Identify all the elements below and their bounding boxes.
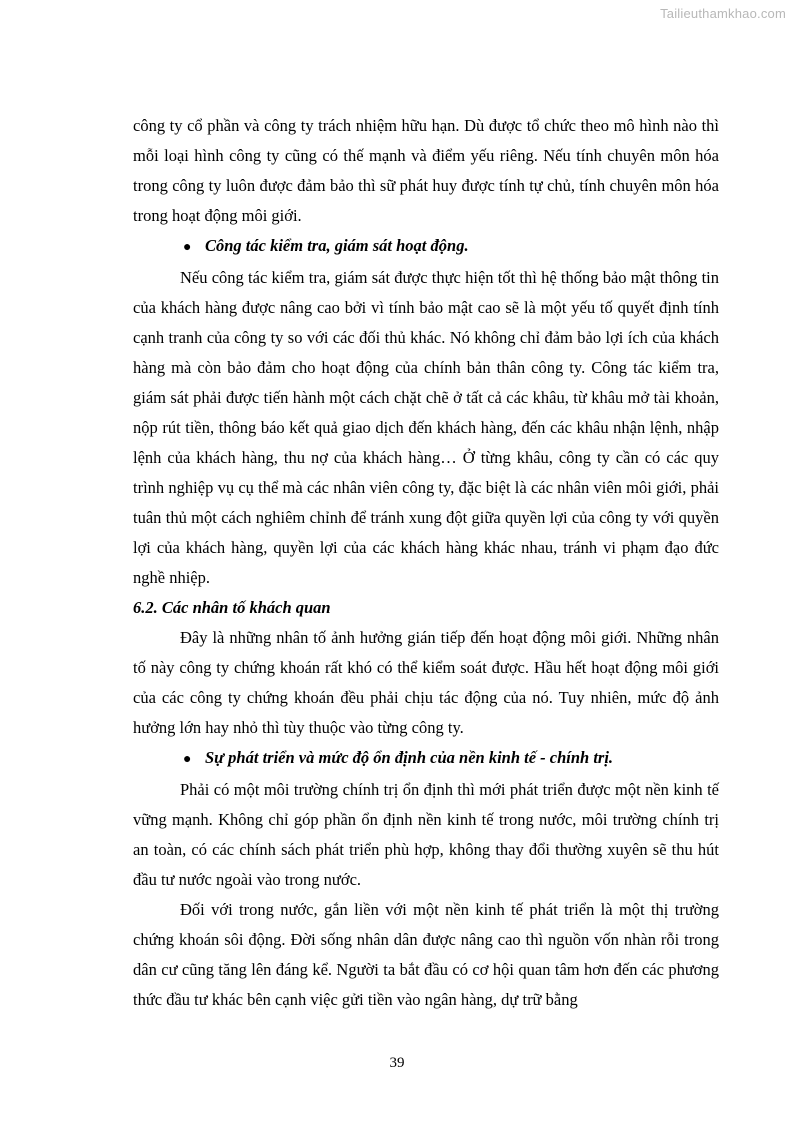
paragraph-1: công ty cổ phần và công ty trách nhiệm hữu hạn. Dù được tổ chức theo mô hình nào thì mỗi loại hình công ty cũng có thế mạnh và điểm yếu riêng. Nếu tính chuyên môn hóa trong công ty luôn được đảm bảo thì sữ phát huy được tính tự chủ, tính chuyên môn hóa trong hoạt động môi giới. xyxy=(133,116,719,225)
paragraph-4: Phải có một môi trường chính trị ổn định thì mới phát triển được một nền kinh tế vững mạnh. Không chỉ góp phần ổn định nền kinh tế trong nước, môi trường chính trị an toàn, có các chính sách phát triển phù hợp, không thay đổi thường xuyên sẽ thu hút đầu tư nước ngoài vào trong nước. xyxy=(133,780,719,889)
paragraph-3: Đây là những nhân tố ảnh hưởng gián tiếp đến hoạt động môi giới. Những nhân tố này công ty chứng khoán rất khó có thể kiểm soát được. Hầu hết hoạt động môi giới của các công ty chứng khoán đều phải chịu tác động của nó. Tuy nhiên, mức độ ảnh hưởng lớn hay nhỏ thì tùy thuộc vào từng công ty. xyxy=(133,628,719,737)
bullet-dot-icon: ● xyxy=(183,240,192,255)
paragraph-2: Nếu công tác kiểm tra, giám sát được thực hiện tốt thì hệ thống bảo mật thông tin của khách hàng được nâng cao bởi vì tính bảo mật cao sẽ là một yếu tố quyết định tính cạnh tranh của công ty so với các đối thủ khác. Nó không chỉ đảm bảo lợi ích của khách hàng mà còn bảo đảm cho hoạt động của chính bản thân công ty. Công tác kiểm tra, giám sát phải được tiến hành một cách chặt chẽ ở tất cả các khâu, từ khâu mở tài khoản, nộp rút tiền, thông báo kết quả giao dịch đến khách hàng, đến các khâu nhận lệnh, nhập lệnh của khách hàng, thu nợ của khách hàng… Ở từng khâu, công ty cần có các quy trình nghiệp vụ cụ thể mà các nhân viên công ty, đặc biệt là các nhân viên môi giới, phải tuân thủ một cách nghiêm chỉnh để tránh xung đột giữa quyền lợi của công ty với quyền lợi của khách hàng, quyền lợi của các khách hàng khác nhau, tránh vi phạm đạo đức nghề nhiệp. xyxy=(133,268,719,587)
bullet-item-1 xyxy=(133,231,719,263)
bullet-item-1-text: Công tác kiểm tra, giám sát hoạt động. xyxy=(205,236,469,255)
paragraph-5: Đối với trong nước, gắn liền với một nền kinh tế phát triển là một thị trường chứng khoán sôi động. Đời sống nhân dân được nâng cao thì nguồn vốn nhàn rỗi trong dân cư cũng tăng lên đáng kể. Người ta bắt đầu có cơ hội quan tâm hơn đến các phương thức đầu tư khác bên cạnh việc gửi tiền vào ngân hàng, dự trữ bằng xyxy=(133,900,719,1009)
bullet-item-2 xyxy=(133,743,719,775)
bullet-item-2-text: Sự phát triển và mức độ ổn định của nền kinh tế - chính trị. xyxy=(205,748,614,767)
page-number: 39 xyxy=(389,1055,405,1071)
watermark-text: Tailieuthamkhao.com xyxy=(660,6,786,21)
section-heading: 6.2. Các nhân tố khách quan xyxy=(133,598,331,617)
bullet-dot-icon: ● xyxy=(183,752,192,767)
document-body xyxy=(133,111,719,1015)
